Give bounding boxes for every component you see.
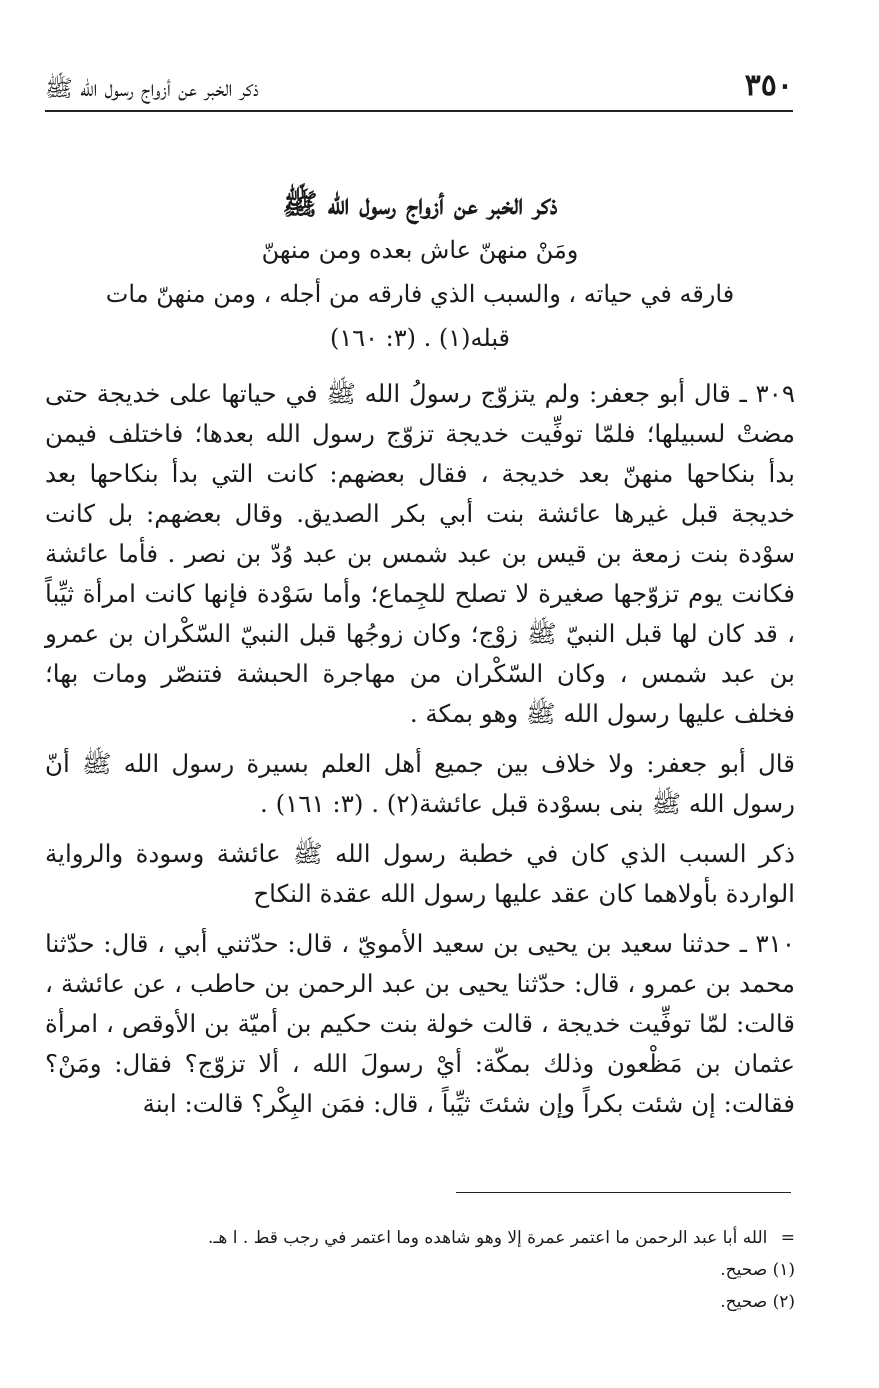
footnote-text: صحيح. [720, 1260, 768, 1280]
running-head-title: ذكر الخبر عن أزواج رسول الله ﷺ [45, 76, 259, 102]
paragraph-310: ٣١٠ ـ حدثنا سعيد بن يحيى بن سعيد الأمويّ ، قال: حدّثني أبي ، قال: حدّثنا محمد بن عمرو ، قال: حدّثنا يحيى بن عبد الرحمن بن حاطب ، عن عائشة ، قالت: لمّا توفِّيت خديجة ، قالت خولة بنت حكيم بن أميّة بن الأوقص ، امرأة عثمان بن مَظْعون وذلك بمكّة: أيْ رسولَ الله ، ألا تزوّج؟ فقال: ومَنْ؟ فقالت: إن شئت بكراً وإن شئتَ ثيِّباً ، قال: فمَن البِكْر؟ قالت: ابنة [45, 929, 795, 1118]
page-number: ٣٥٠ [744, 68, 793, 103]
footnote-continuation-text: الله أبا عبد الرحمن ما اعتمر عمرة إلا وهو شاهده وما اعتمر في رجب قط . ا هـ. [207, 1228, 768, 1248]
section-subtitle-line: ومَنْ منهنّ عاش بعده ومن منهنّ [261, 236, 579, 264]
section-subtitle-line: فارقه في حياته ، والسبب الذي فارقه من أجله ، ومن منهنّ مات [105, 280, 735, 308]
header-rule [45, 110, 793, 112]
footnote-number: (٢) [772, 1292, 795, 1312]
paragraph-abu-jafar: قال أبو جعفر: ولا خلاف بين جميع أهل العلم بسيرة رسول الله ﷺ أنّ رسول الله ﷺ بنى بسوْدة قبل عائشة(٢) . (٣: ١٦١) . [45, 749, 795, 818]
footnote-text: صحيح. [720, 1292, 768, 1312]
subheading-paragraph: ذكر السبب الذي كان في خطبة رسول الله ﷺ عائشة وسودة والرواية الواردة بأولاهما كان عقد عليها رسول الله عقدة النكاح [45, 839, 795, 908]
running-header [45, 62, 793, 110]
continuation-mark: = [780, 1228, 795, 1248]
paragraph-309: ٣٠٩ ـ قال أبو جعفر: ولم يتزوّج رسولُ الله ﷺ في حياتها على خديجة حتى مضتْ لسبيلها؛ فلمّا توفِّيت خديجة تزوّج رسول الله بعدها؛ فاختلف فيمن بدأ بنكاحها منهنّ بعد خديجة ، فقال بعضهم: كانت التي بدأ بنكاحها بعد خديجة قبل غيرها عائشة بنت أبي بكر الصديق. وقال بعضهم: بل كانت سوْدة بنت زمعة بن قيس بن عبد شمس بن عبد وُدّ بن نصر . فأما عائشة فكانت يوم تزوّجها صغيرة لا تصلح للجِماع؛ وأما سَوْدة فإنها كانت امرأة ثيِّباً ، قد كان لها قبل النبيّ ﷺ زوْج؛ وكان زوجُها قبل النبيّ السّكْران بن عمرو بن عبد شمس ، وكان السّكْران من مهاجرة الحبشة فتنصّر ومات بها؛ فخلف عليها رسول الله ﷺ وهو بمكة . [45, 379, 795, 728]
footnotes [45, 1222, 795, 1318]
footnote-continuation [45, 1222, 795, 1254]
footnote-2 [45, 1286, 795, 1318]
section-title: ذكر الخبر عن أزواج رسول الله ﷺ [282, 187, 558, 221]
footnote-rule [456, 1192, 791, 1193]
main-text [45, 180, 795, 1124]
section-subtitle-line: قبله(١) . (٣: ١٦٠) [329, 324, 511, 352]
footnote-number: (١) [772, 1260, 795, 1280]
footnote-1 [45, 1254, 795, 1286]
